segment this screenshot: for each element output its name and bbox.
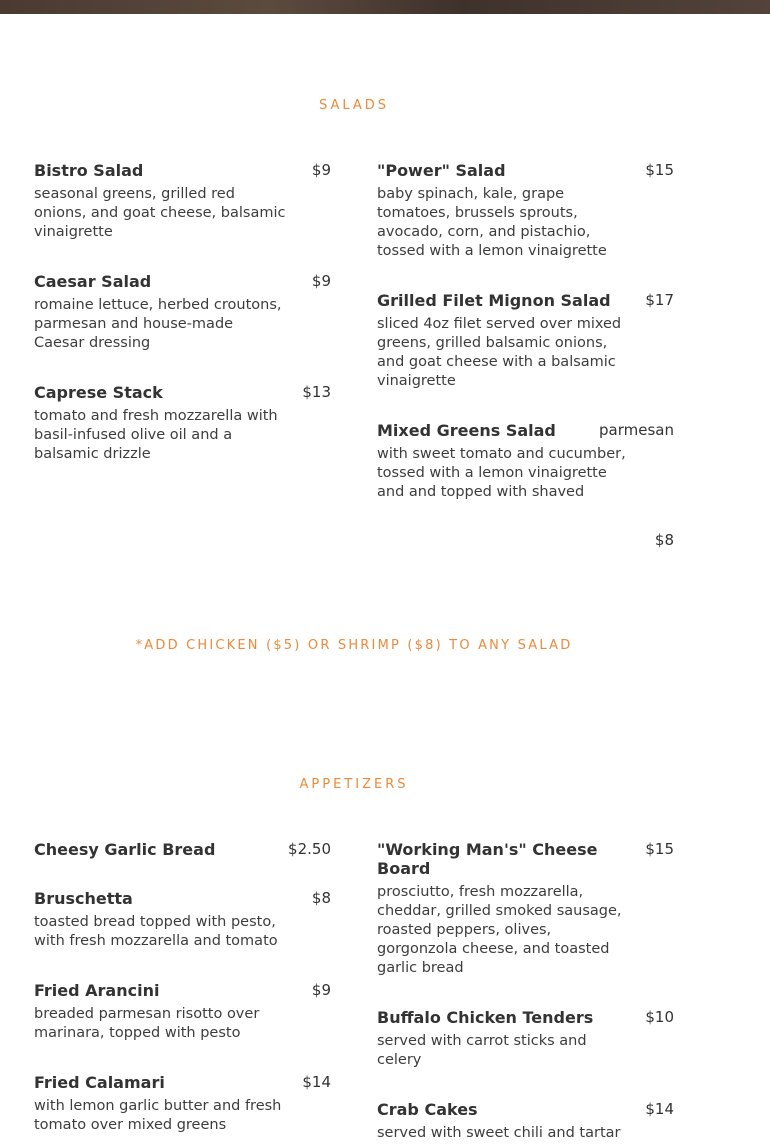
section-title-appetizers: APPETIZERS <box>299 777 409 792</box>
hero-image-strip <box>0 0 770 14</box>
item-description: tomato and fresh mozzarella with basil-infused olive oil and a balsamic drizzle <box>34 408 278 462</box>
item-price: $14 <box>302 1073 331 1091</box>
menu-item <box>377 421 674 551</box>
item-price: parmesan <box>599 421 674 439</box>
item-price: $2.50 <box>288 840 331 858</box>
item-price: $10 <box>645 1008 674 1026</box>
menu-item <box>34 1073 331 1135</box>
item-description: prosciutto, fresh mozzarella, cheddar, grilled smoked sausage, roasted peppers, olives, gorgonzola cheese, and toasted garlic bread <box>377 884 622 976</box>
item-name: Caprese Stack <box>34 383 163 402</box>
item-name: Mixed Greens Salad <box>377 421 556 440</box>
menu-item <box>34 981 331 1043</box>
menu-item <box>377 291 674 391</box>
menu-item <box>34 161 331 241</box>
item-price: $14 <box>645 1100 674 1118</box>
menu-item <box>377 1008 674 1070</box>
item-description: served with sweet chili and tartar <box>377 1125 621 1141</box>
item-description: served with carrot sticks and celery <box>377 1033 587 1068</box>
item-name: Caesar Salad <box>34 272 152 291</box>
item-price: $17 <box>645 291 674 309</box>
item-name: Buffalo Chicken Tenders <box>377 1008 594 1027</box>
item-description: baby spinach, kale, grape tomatoes, brussels sprouts, avocado, corn, and pistachio, tossed with a lemon vinaigrette <box>377 186 607 259</box>
item-name: "Power" Salad <box>377 161 506 180</box>
menu-item <box>34 889 331 951</box>
item-description: breaded parmesan risotto over marinara, topped with pesto <box>34 1006 260 1041</box>
menu-item <box>377 840 674 980</box>
item-price: $8 <box>311 889 331 907</box>
menu-item <box>34 840 331 862</box>
menu-item <box>34 272 331 352</box>
section-title-salads: SALADS <box>318 98 390 113</box>
menu-item <box>377 161 674 261</box>
item-name: Grilled Filet Mignon Salad <box>377 291 611 310</box>
item-description: romaine lettuce, herbed croutons, parmesan and house-made Caesar dressing <box>34 297 282 351</box>
item-name: Bruschetta <box>34 889 133 908</box>
item-name: Fried Arancini <box>34 981 160 1000</box>
menu-item <box>34 383 331 463</box>
item-description: seasonal greens, grilled red onions, and goat cheese, balsamic vinaigrette <box>34 186 286 240</box>
item-price: $15 <box>645 161 674 179</box>
item-description: with lemon garlic butter and fresh tomato over mixed greens <box>34 1098 282 1133</box>
menu-item <box>377 1100 674 1146</box>
item-price: $15 <box>645 840 674 858</box>
item-description: toasted bread topped with pesto, with fresh mozzarella and tomato <box>34 914 278 949</box>
item-name: Crab Cakes <box>377 1100 478 1119</box>
item-name: "Working Man's" Cheese Board <box>377 840 598 878</box>
item-description: with sweet tomato and cucumber, tossed with a lemon vinaigrette and and topped with shaved <box>377 446 626 500</box>
item-price: $9 <box>311 161 331 179</box>
item-name: Bistro Salad <box>34 161 144 180</box>
item-description: sliced 4oz filet served over mixed greens, grilled balsamic onions, and goat cheese with a balsamic vinaigrette <box>377 316 622 389</box>
item-price: $9 <box>311 981 331 999</box>
item-name: Cheesy Garlic Bread <box>34 840 216 859</box>
item-price-extra: $8 <box>654 531 674 549</box>
item-price: $13 <box>302 383 331 401</box>
item-price: $9 <box>311 272 331 290</box>
salad-addon-note: *ADD CHICKEN ($5) OR SHRIMP ($8) TO ANY SALAD <box>135 638 573 653</box>
item-name: Fried Calamari <box>34 1073 165 1092</box>
